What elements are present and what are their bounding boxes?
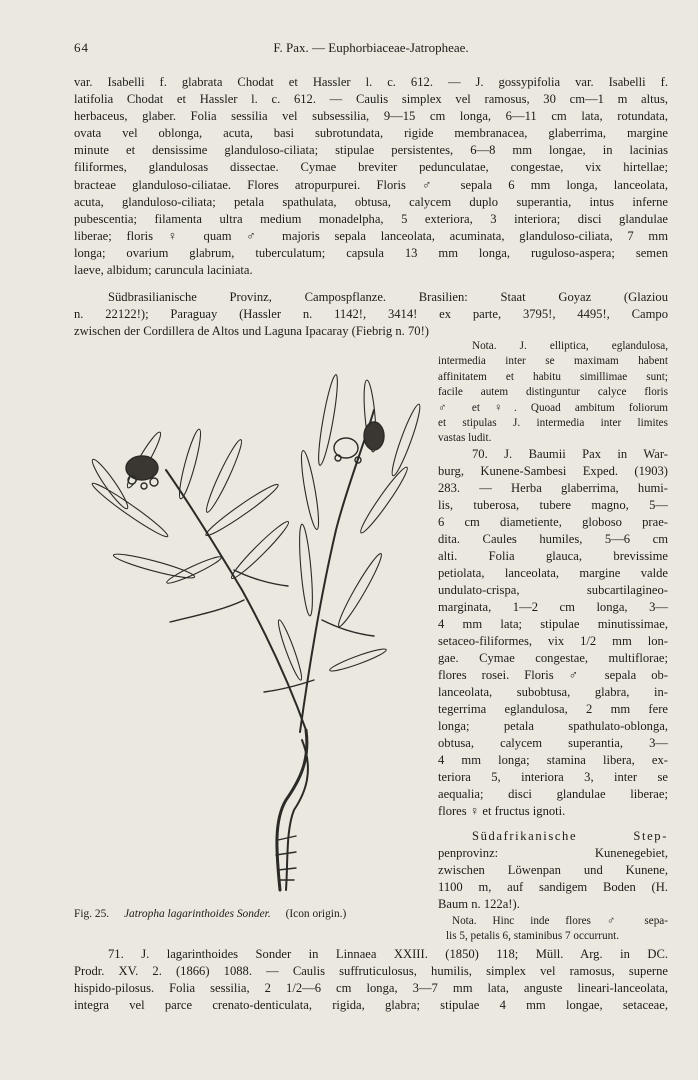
figure-jatropha-lagarinthoides	[74, 360, 434, 900]
species-70-baumii	[438, 446, 668, 820]
text-line: pubescentia; filamenta ultra medium monadelpha, 5 exteriora, 3 interiora; disci glandulae	[74, 211, 668, 226]
text-line: 283. — Herba glaberrima, humi-	[438, 481, 668, 495]
text-line: tegerrima eglandulosa, 2 mm fere	[438, 702, 668, 716]
text-line: flores rosei. Floris ♂ sepala ob-	[438, 668, 668, 682]
text-line: bracteae glanduloso-ciliatae. Flores atropurpurei. Floris ♂ sepala 6 mm longa, lanceolata,	[74, 177, 668, 192]
text-line: teriora 5, interiora 3, inter se	[438, 770, 668, 784]
text-line: 71. J. lagarinthoides Sonder in Linnaea XXIII. (1850) 118; Müll. Arg. in DC.	[108, 947, 668, 961]
text-line: burg, Kunene-Sambesi Exped. (1903)	[438, 464, 668, 478]
text-line: 6 cm diametiente, globoso prae-	[438, 515, 668, 529]
text-line: zwischen der Cordillera de Altos und Laguna Ipacaray (Fiebrig n. 70!)	[74, 324, 429, 339]
species-71-lagarinthoides	[74, 946, 668, 1014]
text-line: laeve, albidum; caruncula laciniata.	[74, 263, 253, 278]
text-line: ovata vel oblonga, acuta, basi subrotundata, rigide membranacea, glaberrima, margine	[74, 126, 668, 141]
text-line: n. 22122!); Paraguay (Hassler n. 1142!, 3414! ex parte, 3795!, 4495!, Campo	[74, 307, 668, 322]
text-line: vastas ludit.	[438, 432, 492, 445]
text-line: latifolia Chodat et Hassler l. c. 612. — Caulis simplex vel ramosus, 30 cm—1 m altus,	[74, 92, 668, 107]
text-line: acuta, glanduloso-ciliata; petala spathulata, obtusa, calycem duplo superantia, intus inferne	[74, 194, 668, 209]
text-line: ♂ et ♀. Quoad ambitum foliorum	[438, 401, 668, 414]
text-line: dita. Caules humiles, 5—6 cm	[438, 532, 668, 546]
text-line: setaceo-filiformes, vix 1/2 mm lon-	[438, 634, 668, 648]
text-line: marginata, 1—2 cm longa, 3—	[438, 600, 668, 614]
text-line: hispido-pilosus. Folia sessilia, 2 1/2—6 cm longa, 3—7 mm lata, anguste lineari-lanceolata,	[74, 981, 668, 996]
caption-species: Jatropha lagarinthoides Sonder.	[124, 908, 271, 920]
text-line: petiolata, lanceolata, margine valde	[438, 566, 668, 580]
text-line: 4 mm lata; stipulae minutissimae,	[438, 617, 668, 631]
text-line: lanceolata, subobtusa, glabra, in-	[438, 685, 668, 699]
nota-elliptica	[438, 339, 668, 447]
text-line: 4 mm longa; stamina libera, ex-	[438, 753, 668, 767]
text-line: intermedia inter se maximam habent	[438, 355, 668, 368]
text-line: Nota. J. elliptica, eglandulosa,	[472, 340, 668, 352]
text-line: facile autem distinguntur calyce floris	[438, 386, 668, 399]
figure-caption	[74, 908, 434, 920]
text-line: Nota. Hinc inde flores ♂ sepa-	[452, 915, 668, 927]
page-header	[74, 40, 668, 58]
text-line: longa; ovarium glabrum, tuberculatum; capsula 13 mm longa, ruguloso-aspera; semen	[74, 245, 668, 260]
text-line: Baum n. 122a!).	[438, 897, 520, 911]
text-line: minute et densissime glanduloso-ciliata; stipulae persistentes, 6—8 mm longae, in lacinias	[74, 143, 668, 158]
text-line: var. Isabelli f. glabrata Chodat et Hassler l. c. 612. — J. gossypifolia var. Isabelli f.	[74, 75, 668, 89]
text-line: Südafrikanische Step-	[472, 829, 668, 843]
text-line: et stipulas J. intermedia inter limites	[438, 417, 668, 430]
paragraph-distribution	[74, 289, 668, 340]
caption-source: (Icon origin.)	[285, 908, 347, 920]
running-title: F. Pax. — Euphorbiaceae-Jatropheae.	[273, 40, 469, 55]
page-number: 64	[74, 40, 89, 55]
text-line: alti. Folia glauca, brevissime	[438, 549, 668, 563]
text-line: gae. Cymae congestae, multiflorae;	[438, 651, 668, 665]
text-line: affinitatem et habitu simillimae sunt;	[438, 370, 668, 383]
text-line: filiformes, glandulosas dissectae. Cymae breviter pedunculatae, congestae, vix hirtellae;	[74, 160, 668, 175]
paragraph-varieties	[74, 74, 668, 279]
text-line: obtusa, calycem superantia, 3—	[438, 736, 668, 750]
text-line: integra vel parce crenato-denticulata, rigida, glabra; stipulae 4 mm longae, setaceae,	[74, 998, 668, 1013]
text-line: zwischen Löwenpan und Kunene,	[438, 863, 668, 877]
text-line: lis 5, petalis 6, staminibus 7 occurrunt.	[446, 930, 620, 943]
text-line: penprovinz: Kunenegebiet,	[438, 846, 668, 860]
text-line: lis, tuberosa, tubere magno, 5—	[438, 498, 668, 512]
text-line: aequalia; disci glandulae liberae;	[438, 787, 668, 801]
text-line: Prodr. XV. 2. (1866) 1088. — Caulis suffruticulosus, humilis, simplex vel ramosus, superne	[74, 964, 668, 979]
text-line: Südbrasilianische Provinz, Campospflanze. Brasilien: Staat Goyaz (Glaziou	[108, 290, 668, 304]
text-line: 1100 m, auf sandigem Boden (H.	[438, 880, 668, 894]
text-line: herbaceus, glaber. Folia sessilia vel subsessilia, 9—15 cm longa, 6—11 cm lata, rotundata,	[74, 109, 668, 124]
text-line: liberae; floris ♀ quam ♂ majoris sepala lanceolata, acuminata, glanduloso-ciliata, 7 mm	[74, 228, 668, 243]
distribution-south-africa	[438, 828, 668, 913]
text-line: longa; petala spathulato-oblonga,	[438, 719, 668, 733]
text-line: 70. J. Baumii Pax in War-	[472, 447, 668, 461]
text-line: flores ♀ et fructus ignoti.	[438, 804, 566, 818]
nota-baumii	[446, 914, 668, 945]
caption-fig-number: Fig. 25.	[74, 908, 110, 920]
text-line: undulato-crispa, subcartilagineo-	[438, 583, 668, 597]
